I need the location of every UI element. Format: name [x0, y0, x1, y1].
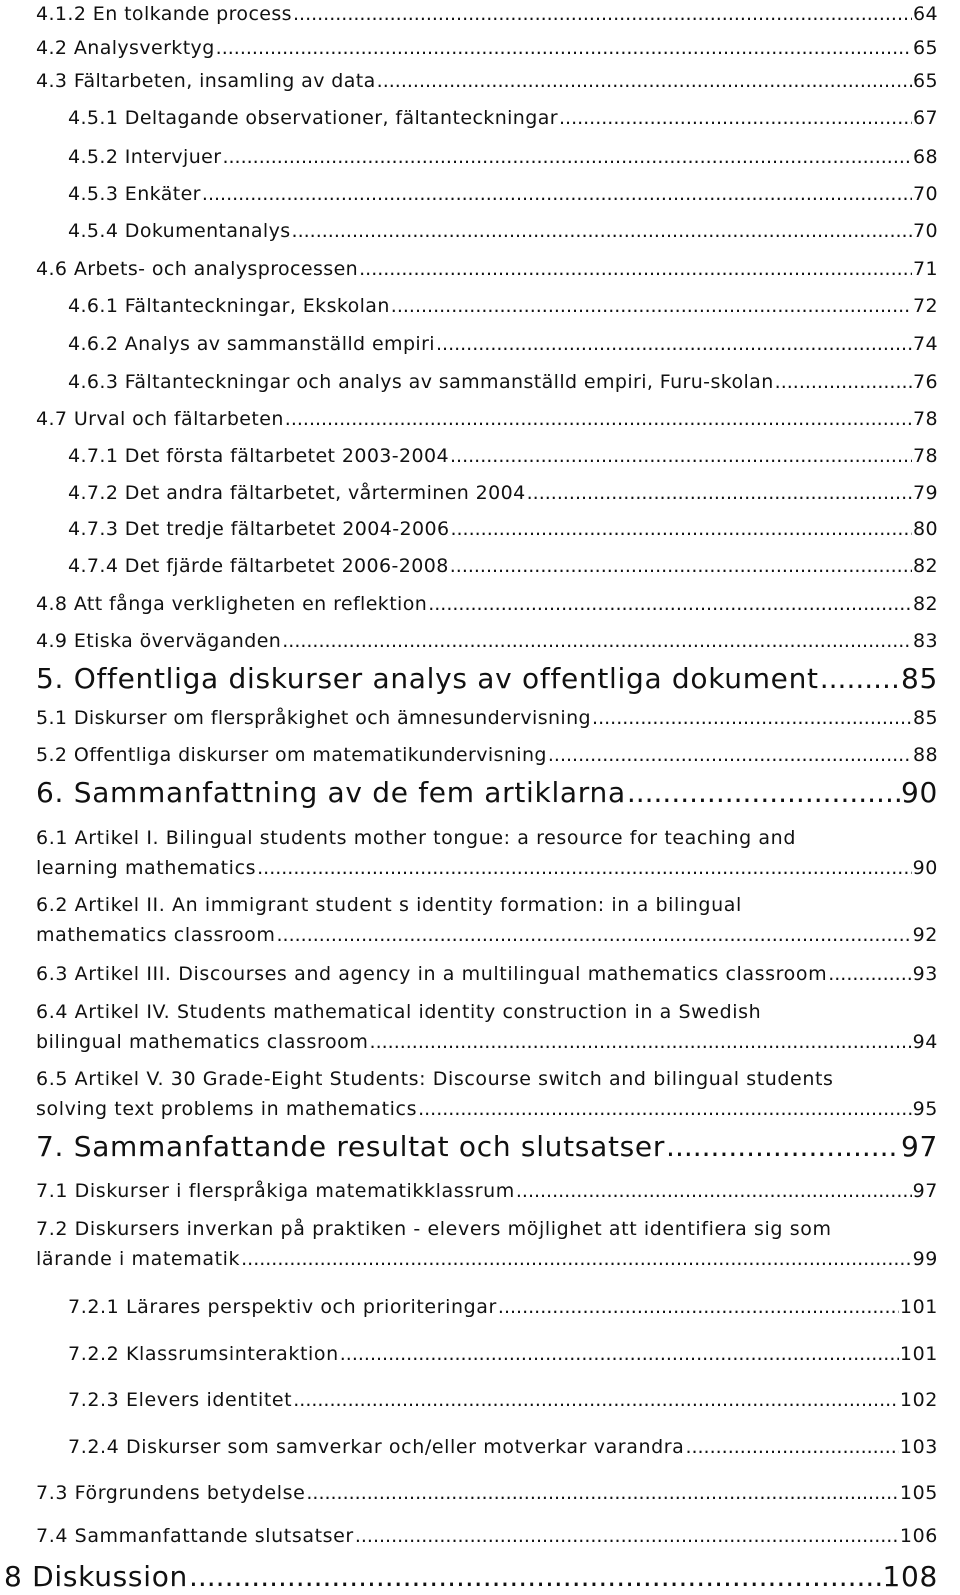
toc-leader: [222, 146, 912, 168]
toc-leader: [828, 963, 911, 985]
toc-entry-title: 5. Offentliga diskurser analys av offentliga dokument: [36, 662, 819, 695]
toc-entry-line1: 6.1 Artikel I. Bilingual students mother tongue: a resource for teaching and: [36, 827, 796, 849]
toc-entry-title: 4.3 Fältarbeten, insamling av data: [36, 70, 376, 92]
toc-entry[interactable]: [36, 857, 938, 879]
toc-entry-title: 4.6.1 Fältanteckningar, Ekskolan: [68, 295, 390, 317]
toc-leader: [391, 295, 912, 317]
toc-entry[interactable]: [36, 630, 938, 652]
toc-leader: [450, 445, 912, 467]
toc-leader: [428, 593, 912, 615]
toc-entry-title: 4.7 Urval och fältarbeten: [36, 408, 284, 430]
toc-entry-page: 103: [899, 1436, 938, 1458]
toc-leader: [359, 258, 912, 280]
toc-entry[interactable]: [36, 258, 938, 280]
toc-entry[interactable]: [36, 1525, 938, 1547]
toc-entry-page: 65: [913, 37, 938, 59]
toc-entry-page: 97: [900, 1130, 938, 1163]
toc-chapter[interactable]: [36, 1130, 938, 1163]
toc-entry-title: 7.2.4 Diskurser som samverkar och/eller motverkar varandra: [68, 1436, 685, 1458]
toc-entry-page: 90: [912, 857, 938, 879]
toc-entry-title: 7.4 Sammanfattande slutsatser: [36, 1525, 354, 1547]
toc-entry-page: 99: [912, 1248, 938, 1270]
toc-entry-page: 95: [912, 1098, 938, 1120]
toc-entry-title: 4.9 Etiska överväganden: [36, 630, 282, 652]
toc-entry-page: 82: [913, 593, 938, 615]
toc-leader: [516, 1180, 912, 1202]
toc-entry-page: 64: [913, 3, 938, 25]
toc-entry-line1: 6.2 Artikel II. An immigrant student s identity formation: in a bilingual: [36, 894, 742, 916]
toc-entry[interactable]: [68, 1389, 938, 1411]
toc-entry[interactable]: [68, 107, 938, 129]
toc-leader: [306, 1482, 899, 1504]
toc-leader: [241, 1248, 912, 1270]
toc-leader: [820, 662, 900, 695]
toc-entry-page: 67: [913, 107, 938, 129]
toc-entry-page: 78: [913, 408, 938, 430]
toc-entry-title: bilingual mathematics classroom: [36, 1031, 369, 1053]
toc-entry-title: 6.3 Artikel III. Discourses and agency in a multilingual mathematics classroom: [36, 963, 828, 985]
toc-entry-page: 106: [899, 1525, 938, 1547]
toc-entry[interactable]: [36, 1248, 938, 1270]
toc-entry-title: 4.5.2 Intervjuer: [68, 146, 222, 168]
toc-entry-title: 4.2 Analysverktyg: [36, 37, 215, 59]
toc-leader: [685, 1436, 898, 1458]
toc-entry[interactable]: [68, 371, 938, 393]
toc-entry[interactable]: [36, 707, 938, 729]
toc-entry-page: 85: [900, 662, 938, 695]
toc-leader: [282, 630, 912, 652]
toc-entry-page: 80: [913, 518, 938, 540]
toc-leader: [189, 1560, 881, 1593]
toc-entry-page: 101: [899, 1343, 938, 1365]
toc-leader: [498, 1296, 899, 1318]
toc-entry-title: 4.6.3 Fältanteckningar och analys av sammanställd empiri, Furu-skolan: [68, 371, 774, 393]
toc-entry-title: 8 Diskussion: [4, 1560, 188, 1593]
toc-leader: [548, 744, 912, 766]
toc-leader: [370, 1031, 912, 1053]
toc-entry-line1: 7.2 Diskursers inverkan på praktiken - elevers möjlighet att identifiera sig som: [36, 1218, 832, 1240]
toc-entry-page: 94: [912, 1031, 938, 1053]
toc-entry-title: 7.2.3 Elevers identitet: [68, 1389, 293, 1411]
toc-entry-page: 82: [913, 555, 938, 577]
toc-entry-title: 4.1.2 En tolkande process: [36, 3, 292, 25]
toc-entry[interactable]: [68, 183, 938, 205]
toc-entry[interactable]: [68, 1436, 938, 1458]
toc-leader: [277, 924, 912, 946]
toc-entry-title: 4.6 Arbets- och analysprocessen: [36, 258, 359, 280]
toc-entry-title: 4.5.3 Enkäter: [68, 183, 201, 205]
toc-entry-page: 83: [913, 630, 938, 652]
toc-entry[interactable]: [36, 963, 938, 985]
toc-entry-page: 102: [899, 1389, 938, 1411]
toc-entry-page: 70: [913, 220, 938, 242]
toc-entry[interactable]: [68, 518, 938, 540]
toc-entry-page: 68: [913, 146, 938, 168]
toc-entry-page: 78: [913, 445, 938, 467]
toc-entry-title: 4.7.2 Det andra fältarbetet, vårterminen 2004: [68, 482, 526, 504]
toc-leader: [527, 482, 912, 504]
toc-entry-page: 105: [899, 1482, 938, 1504]
toc-entry[interactable]: [68, 482, 938, 504]
toc-entry-title: 7.2.1 Lärares perspektiv och prioriteringar: [68, 1296, 497, 1318]
toc-entry-page: 71: [913, 258, 938, 280]
toc-entry-title: mathematics classroom: [36, 924, 276, 946]
toc-entry[interactable]: [36, 593, 938, 615]
toc-chapter[interactable]: [36, 662, 938, 695]
toc-leader: [285, 408, 912, 430]
toc-entry-title: solving text problems in mathematics: [36, 1098, 418, 1120]
toc-entry-line1: 6.5 Artikel V. 30 Grade-Eight Students: Discourse switch and bilingual students: [36, 1068, 834, 1090]
toc-entry[interactable]: [36, 70, 938, 92]
toc-entry-page: 97: [912, 1180, 938, 1202]
toc-entry[interactable]: [36, 744, 938, 766]
toc-entry[interactable]: [68, 445, 938, 467]
toc-leader: [666, 1130, 900, 1163]
toc-leader: [592, 707, 912, 729]
toc-entry[interactable]: [36, 1098, 938, 1120]
toc-leader: [775, 371, 912, 393]
toc-entry-title: 7.2.2 Klassrumsinteraktion: [68, 1343, 339, 1365]
toc-entry-title: 4.5.1 Deltagande observationer, fältanteckningar: [68, 107, 558, 129]
toc-entry-page: 70: [913, 183, 938, 205]
toc-entry-page: 79: [913, 482, 938, 504]
toc-leader: [257, 857, 912, 879]
toc-entry-title: 7.1 Diskurser i flerspråkiga matematikklassrum: [36, 1180, 515, 1202]
toc-entry[interactable]: [36, 1482, 938, 1504]
toc-entry[interactable]: [68, 1343, 938, 1365]
toc-entry[interactable]: [68, 1296, 938, 1318]
toc-entry[interactable]: [68, 295, 938, 317]
toc-entry[interactable]: [36, 1180, 938, 1202]
toc-entry-page: 74: [913, 333, 938, 355]
toc-entry-title: lärande i matematik: [36, 1248, 241, 1270]
toc-leader: [559, 107, 912, 129]
toc-leader: [293, 1389, 899, 1411]
toc-entry[interactable]: [36, 924, 938, 946]
toc-entry-page: 85: [913, 707, 938, 729]
toc-entry[interactable]: [68, 220, 938, 242]
toc-entry[interactable]: [36, 3, 938, 25]
toc-leader: [202, 183, 912, 205]
toc-entry-title: 4.7.4 Det fjärde fältarbetet 2006-2008: [68, 555, 449, 577]
toc-entry-line1: 6.4 Artikel IV. Students mathematical identity construction in a Swedish: [36, 1001, 762, 1023]
toc-entry-page: 88: [913, 744, 938, 766]
toc-entry-page: 90: [900, 776, 938, 809]
toc-leader: [355, 1525, 899, 1547]
toc-entry-title: 4.6.2 Analys av sammanställd empiri: [68, 333, 435, 355]
toc-leader: [418, 1098, 912, 1120]
toc-entry-title: 5.2 Offentliga diskurser om matematikundervisning: [36, 744, 547, 766]
toc-leader: [216, 37, 912, 59]
toc-entry-page: 72: [913, 295, 938, 317]
toc-entry-title: 5.1 Diskurser om flerspråkighet och ämnesundervisning: [36, 707, 592, 729]
toc-entry-title: 4.7.3 Det tredje fältarbetet 2004-2006: [68, 518, 450, 540]
toc-entry-page: 108: [882, 1560, 938, 1593]
toc-entry[interactable]: [68, 555, 938, 577]
toc-leader: [292, 220, 912, 242]
toc-entry-page: 101: [899, 1296, 938, 1318]
toc-entry-title: 4.8 Att fånga verkligheten en reflektion: [36, 593, 428, 615]
toc-entry-page: 65: [913, 70, 938, 92]
toc-entry-title: 6. Sammanfattning av de fem artiklarna: [36, 776, 626, 809]
toc-chapter[interactable]: [4, 1560, 938, 1593]
toc-entry-title: 7. Sammanfattande resultat och slutsatser: [36, 1130, 666, 1163]
toc-leader: [377, 70, 912, 92]
toc-entry-page: 92: [912, 924, 938, 946]
toc-entry[interactable]: [36, 408, 938, 430]
toc-leader: [450, 518, 912, 540]
toc-entry[interactable]: [36, 1031, 938, 1053]
toc-entry-title: learning mathematics: [36, 857, 257, 879]
toc-entry-title: 7.3 Förgrundens betydelse: [36, 1482, 306, 1504]
toc-leader: [340, 1343, 899, 1365]
toc-leader: [450, 555, 912, 577]
toc-leader: [627, 776, 900, 809]
toc-entry[interactable]: [36, 37, 938, 59]
toc-entry[interactable]: [68, 146, 938, 168]
toc-leader: [293, 3, 912, 25]
toc-entry-page: 76: [913, 371, 938, 393]
toc-leader: [436, 333, 912, 355]
toc-entry-title: 4.7.1 Det första fältarbetet 2003-2004: [68, 445, 450, 467]
toc-chapter[interactable]: [36, 776, 938, 809]
toc-entry-title: 4.5.4 Dokumentanalys: [68, 220, 291, 242]
toc-entry-page: 93: [912, 963, 938, 985]
toc-entry[interactable]: [68, 333, 938, 355]
